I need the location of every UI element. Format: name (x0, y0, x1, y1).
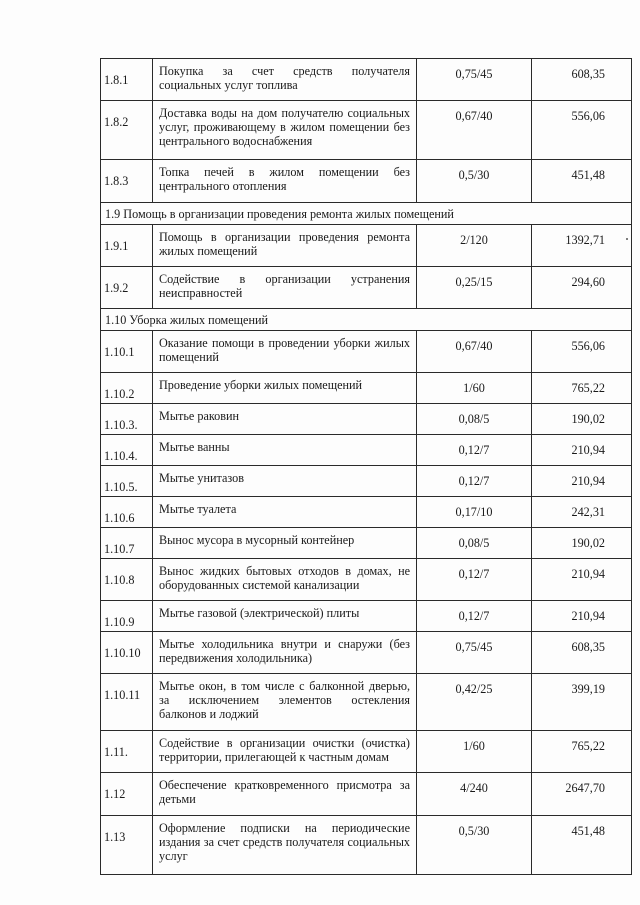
row-number: 1.8.3 (101, 160, 153, 203)
service-description: Оказание помощи в проведении уборки жилых помещений (153, 331, 417, 373)
table-row (101, 816, 632, 875)
service-cost: 765,22 (532, 731, 632, 773)
scan-speck (626, 238, 628, 240)
service-time: 1/60 (417, 731, 532, 773)
service-time: 0,5/30 (417, 816, 532, 875)
service-time: 0,5/30 (417, 160, 532, 203)
service-description: Помощь в организации проведения ремонта жилых помещений (153, 225, 417, 267)
section-title: 1.10 Уборка жилых помещений (101, 309, 632, 331)
table-row (101, 59, 632, 101)
table-row (101, 497, 632, 528)
service-cost: 190,02 (532, 404, 632, 435)
table-body (101, 59, 632, 875)
service-description: Обеспечение кратковременного присмотра за детьми (153, 773, 417, 816)
table-row (101, 528, 632, 559)
table-row (101, 674, 632, 731)
service-time: 0,12/7 (417, 435, 532, 466)
row-number: 1.10.4. (101, 435, 153, 466)
service-time: 1/60 (417, 373, 532, 404)
service-cost: 608,35 (532, 632, 632, 674)
service-cost: 294,60 (532, 267, 632, 309)
table-row (101, 632, 632, 674)
service-cost: 451,48 (532, 816, 632, 875)
service-time: 2/120 (417, 225, 532, 267)
service-description: Мытье окон, в том числе с балконной дверью, за исключением элементов остекления балконов и лоджий (153, 674, 417, 731)
service-description: Мытье ванны (153, 435, 417, 466)
service-time: 0,12/7 (417, 559, 532, 601)
service-description: Содействие в организации устранения неисправностей (153, 267, 417, 309)
row-number: 1.10.10 (101, 632, 153, 674)
table-row (101, 160, 632, 203)
service-description: Вынос жидких бытовых отходов в домах, не оборудованных системой канализации (153, 559, 417, 601)
service-time: 0,12/7 (417, 466, 532, 497)
table-row (101, 731, 632, 773)
row-number: 1.12 (101, 773, 153, 816)
service-time: 0,08/5 (417, 528, 532, 559)
table-row (101, 373, 632, 404)
section-header-row (101, 203, 632, 225)
table-row (101, 773, 632, 816)
row-number: 1.10.2 (101, 373, 153, 404)
row-number: 1.10.7 (101, 528, 153, 559)
service-description: Доставка воды на дом получателю социальных услуг, проживающему в жилом помещении без центрального водоснабжения (153, 101, 417, 160)
table-row (101, 404, 632, 435)
row-number: 1.10.1 (101, 331, 153, 373)
table-row (101, 267, 632, 309)
service-time: 0,17/10 (417, 497, 532, 528)
table-row (101, 466, 632, 497)
service-description: Мытье холодильника внутри и снаружи (без передвижения холодильника) (153, 632, 417, 674)
service-cost: 190,02 (532, 528, 632, 559)
row-number: 1.10.9 (101, 601, 153, 632)
row-number: 1.10.8 (101, 559, 153, 601)
service-time: 0,75/45 (417, 59, 532, 101)
service-cost: 210,94 (532, 559, 632, 601)
table-row (101, 435, 632, 466)
section-title: 1.9 Помощь в организации проведения ремонта жилых помещений (101, 203, 632, 225)
service-cost: 242,31 (532, 497, 632, 528)
row-number: 1.10.11 (101, 674, 153, 731)
table-row (101, 559, 632, 601)
service-cost: 210,94 (532, 435, 632, 466)
row-number: 1.8.2 (101, 101, 153, 160)
service-description: Мытье газовой (электрической) плиты (153, 601, 417, 632)
row-number: 1.9.1 (101, 225, 153, 267)
services-table (100, 58, 632, 875)
row-number: 1.13 (101, 816, 153, 875)
service-cost: 765,22 (532, 373, 632, 404)
service-time: 0,08/5 (417, 404, 532, 435)
service-description: Мытье раковин (153, 404, 417, 435)
service-time: 0,75/45 (417, 632, 532, 674)
row-number: 1.9.2 (101, 267, 153, 309)
service-time: 0,67/40 (417, 331, 532, 373)
table-row (101, 101, 632, 160)
service-description: Мытье унитазов (153, 466, 417, 497)
service-time: 0,25/15 (417, 267, 532, 309)
service-cost: 556,06 (532, 331, 632, 373)
service-description: Содействие в организации очистки (очистка) территории, прилегающей к частным домам (153, 731, 417, 773)
row-number: 1.8.1 (101, 59, 153, 101)
service-cost: 210,94 (532, 601, 632, 632)
row-number: 1.10.5. (101, 466, 153, 497)
service-cost: 399,19 (532, 674, 632, 731)
service-time: 0,42/25 (417, 674, 532, 731)
row-number: 1.11. (101, 731, 153, 773)
service-cost: 1392,71 (532, 225, 632, 267)
section-header-row (101, 309, 632, 331)
service-cost: 451,48 (532, 160, 632, 203)
service-description: Топка печей в жилом помещении без центрального отопления (153, 160, 417, 203)
row-number: 1.10.3. (101, 404, 153, 435)
service-description: Покупка за счет средств получателя социальных услуг топлива (153, 59, 417, 101)
service-description: Проведение уборки жилых помещений (153, 373, 417, 404)
service-time: 0,67/40 (417, 101, 532, 160)
row-number: 1.10.6 (101, 497, 153, 528)
service-cost: 2647,70 (532, 773, 632, 816)
service-description: Мытье туалета (153, 497, 417, 528)
service-cost: 608,35 (532, 59, 632, 101)
service-cost: 210,94 (532, 466, 632, 497)
service-description: Оформление подписки на периодические издания за счет средств получателя социальных услуг (153, 816, 417, 875)
service-time: 0,12/7 (417, 601, 532, 632)
table-row (101, 331, 632, 373)
service-cost: 556,06 (532, 101, 632, 160)
service-time: 4/240 (417, 773, 532, 816)
table-row (101, 225, 632, 267)
service-description: Вынос мусора в мусорный контейнер (153, 528, 417, 559)
table-row (101, 601, 632, 632)
